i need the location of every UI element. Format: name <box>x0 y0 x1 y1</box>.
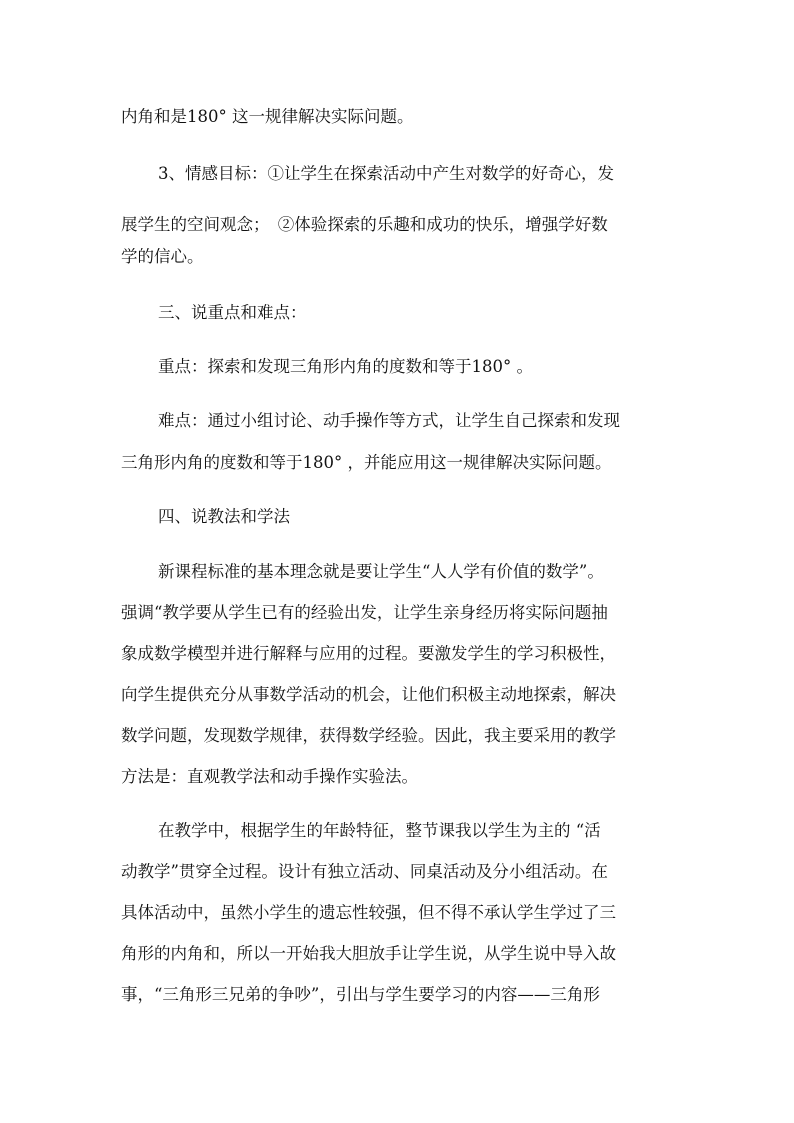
text-line: 学的信心。 <box>121 247 204 266</box>
text-line: 内角和是180° 这一规律解决实际问题。 <box>121 107 414 126</box>
section-heading-methods: 四、说教法和学法 <box>158 507 290 526</box>
paragraph-line: 方法是：直观教学法和动手操作实验法。 <box>121 767 418 786</box>
paragraph-line: 动教学”贯穿全过程。设计有独立活动、同桌活动及分小组活动。在 <box>121 862 608 881</box>
paragraph-line: 在教学中，根据学生的年龄特征，整节课我以学生为主的 “活 <box>158 821 601 840</box>
text-line: 展学生的空间观念； ②体验探索的乐趣和成功的快乐，增强学好数 <box>121 215 608 234</box>
key-point-line: 重点：探索和发现三角形内角的度数和等于180° 。 <box>158 357 533 376</box>
paragraph-line: 事，“三角形三兄弟的争吵”，引出与学生要学习的内容——三角形 <box>121 985 600 1004</box>
paragraph-line: 具体活动中，虽然小学生的遗忘性较强，但不得不承认学生学过了三 <box>121 903 616 922</box>
paragraph-line: 强调“教学要从学生已有的经验出发，让学生亲身经历将实际问题抽 <box>121 603 608 622</box>
text-line: 三角形内角的度数和等于180° ，并能应用这一规律解决实际问题。 <box>121 453 612 472</box>
paragraph-line: 象成数学模型并进行解释与应用的过程。要激发学生的学习积极性， <box>121 644 616 663</box>
section-heading-key-points: 三、说重点和难点： <box>158 303 307 322</box>
paragraph-line: 向学生提供充分从事数学活动的机会，让他们积极主动地探索，解决 <box>121 685 616 704</box>
paragraph-line: 新课程标准的基本理念就是要让学生“人人学有价值的数学”。 <box>158 562 604 581</box>
paragraph-line: 数学问题，发现数学规律，获得数学经验。因此，我主要采用的教学 <box>121 726 616 745</box>
paragraph-line: 角形的内角和，所以一开始我大胆放手让学生说，从学生说中导入故 <box>121 944 616 963</box>
difficulty-line: 难点：通过小组讨论、动手操作等方式，让学生自己探索和发现 <box>158 411 620 430</box>
emotional-goal-line: 3、情感目标：①让学生在探索活动中产生对数学的好奇心，发 <box>158 164 614 183</box>
